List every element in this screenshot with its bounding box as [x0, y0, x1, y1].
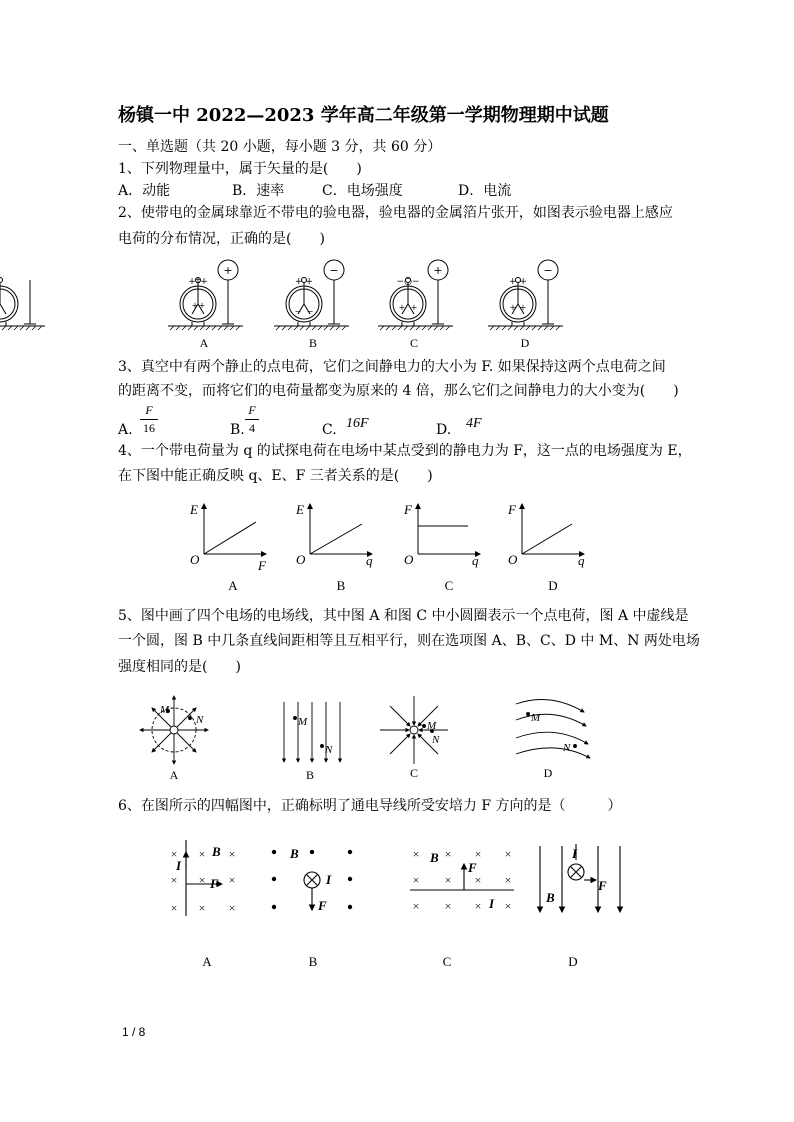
- svg-text:×: ×: [198, 847, 206, 861]
- q6-label-a: A: [202, 954, 212, 969]
- fig6c-f: F: [468, 860, 477, 875]
- svg-text:−○−: −○−: [396, 277, 420, 287]
- svg-text:×: ×: [504, 873, 512, 887]
- svg-text:+ +: + +: [295, 277, 313, 287]
- svg-text:×: ×: [474, 899, 482, 913]
- svg-text:×: ×: [170, 847, 178, 861]
- q1-option-c: C．电场强度: [322, 183, 403, 199]
- fig6c-b: B: [430, 850, 439, 865]
- fig-a-n: N: [196, 714, 204, 726]
- q1-stem: 1、下列物理量中，属于矢量的是( ): [118, 161, 362, 177]
- field-a: [140, 696, 208, 764]
- q5-label-d: D: [543, 766, 553, 780]
- svg-text:×: ×: [412, 847, 420, 861]
- fig-d-m: M: [531, 712, 541, 724]
- svg-text:×: ×: [228, 901, 236, 915]
- graph-d-ylabel: F: [508, 502, 516, 517]
- svg-text:+‡+: +‡+: [188, 277, 208, 287]
- graph-a-ylabel: E: [190, 502, 198, 517]
- svg-text:+: +: [410, 303, 418, 312]
- fig6a-f: F: [210, 876, 219, 891]
- graph-b-label: B: [336, 578, 346, 593]
- q3-option-c-label: C.: [322, 422, 337, 438]
- q5-line2: 一个圆，图 B 中几条直线间距相等且互相平行，则在选项图 A、B、C、D 中 M、N 两处电场: [118, 633, 700, 649]
- graph-a-xlabel: F: [258, 558, 266, 573]
- q5-line3: 强度相同的是( ): [118, 659, 241, 675]
- q6-figures: [0, 840, 794, 920]
- graph-c-ylabel: F: [404, 502, 412, 517]
- q2-label-c: C: [409, 336, 418, 350]
- svg-text:−: −: [306, 307, 314, 316]
- graph-d-xlabel: q: [578, 553, 585, 568]
- electroscope-d: [488, 260, 563, 330]
- q1-option-d: D．电流: [458, 183, 512, 199]
- q1-option-b: B．速率: [232, 183, 285, 199]
- fig6a-i: I: [176, 858, 182, 873]
- svg-text:+: +: [198, 301, 206, 310]
- svg-text:×: ×: [228, 847, 236, 861]
- svg-text:×: ×: [474, 873, 482, 887]
- graph-a: [204, 504, 266, 554]
- q5-field-figures: [0, 694, 794, 774]
- field-d: [516, 700, 590, 759]
- svg-text:×: ×: [170, 873, 178, 887]
- svg-text:−: −: [329, 264, 339, 277]
- fig-a-m: M: [160, 704, 170, 716]
- page-title: 杨镇一中 2022—2023 学年高二年级第一学期物理期中试题: [118, 105, 609, 126]
- graph-b: [310, 504, 372, 554]
- q3-option-c-value: 16F: [346, 416, 369, 431]
- fig6a-b: B: [212, 844, 221, 859]
- fig6c-i: I: [489, 896, 495, 911]
- q5-label-a: A: [169, 768, 179, 782]
- q2-label-b: B: [308, 336, 317, 350]
- graph-d: [522, 504, 584, 554]
- q5-label-c: C: [409, 766, 418, 780]
- electroscope-c: [378, 260, 453, 330]
- fig6d-i: I: [572, 846, 578, 861]
- graph-c-origin: O: [404, 552, 414, 567]
- fig-b-n: N: [325, 744, 333, 756]
- q2-line1: 2、使带电的金属球靠近不带电的验电器，验电器的金属箔片张开，如图表示验电器上感应: [118, 205, 673, 221]
- svg-text:×: ×: [444, 873, 452, 887]
- svg-text:×: ×: [504, 847, 512, 861]
- page-number: 1 / 8: [122, 1025, 146, 1039]
- graph-c: [418, 504, 480, 554]
- q3-line1: 3、真空中有两个静止的点电荷，它们之间静电力的大小为 F. 如果保持这两个点电荷之间: [118, 359, 666, 375]
- svg-text:+: +: [223, 264, 233, 277]
- q1-option-a: A．动能: [118, 183, 171, 199]
- q3-option-b-label: B.: [230, 422, 245, 438]
- svg-text:×: ×: [504, 899, 512, 913]
- q2-label-d: D: [520, 336, 530, 350]
- svg-text:+: +: [433, 264, 443, 277]
- fig-b-m: M: [298, 716, 308, 728]
- electroscope-a: [168, 260, 243, 330]
- graph-a-label: A: [228, 578, 238, 593]
- q6-label-c: C: [442, 954, 452, 969]
- q2-line2: 电荷的分布情况，正确的是( ): [118, 231, 325, 247]
- fig-d-n: N: [563, 742, 571, 754]
- fig6d-b: B: [546, 890, 555, 905]
- q3-line2: 的距离不变，而将它们的电荷量都变为原来的 4 倍，那么它们之间静电力的大小变为( ): [118, 383, 679, 399]
- svg-text:×: ×: [412, 873, 420, 887]
- svg-text:×: ×: [198, 873, 206, 887]
- fig6d-f: F: [598, 878, 607, 893]
- fig6b-i: I: [326, 872, 332, 887]
- svg-text:+: +: [191, 301, 199, 310]
- fig6b-b: B: [290, 846, 299, 861]
- svg-text:×: ×: [474, 847, 482, 861]
- q3-option-d-label: D.: [436, 422, 452, 438]
- svg-text:×: ×: [444, 899, 452, 913]
- svg-text:×: ×: [444, 847, 452, 861]
- section-heading: 一、单选题（共 20 小题，每小题 3 分，共 60 分）: [118, 139, 442, 155]
- fig6b-f: F: [318, 898, 327, 913]
- q3-option-a-fraction: F 16: [140, 403, 158, 436]
- graph-b-ylabel: E: [296, 502, 304, 517]
- q2-figures: [0, 258, 794, 358]
- q4-line2: 在下图中能正确反映 q、E、F 三者关系的是( ): [118, 468, 433, 484]
- svg-text:−: −: [543, 264, 553, 277]
- q4-line1: 4、一个带电荷量为 q 的试探电荷在电场中某点受到的静电力为 F，这一点的电场强度为 E，: [118, 443, 692, 459]
- graph-d-label: D: [548, 578, 558, 593]
- q6-stem: 6、在图所示的四幅图中，正确标明了通电导线所受安培力 F 方向的是（ ）: [118, 798, 622, 814]
- fig-c-n: N: [432, 734, 440, 746]
- fig-c-m: M: [427, 720, 437, 732]
- svg-text:×: ×: [412, 899, 420, 913]
- q3-option-a-label: A.: [118, 422, 133, 438]
- svg-text:×: ×: [170, 901, 178, 915]
- graph-c-label: C: [444, 578, 454, 593]
- q5-line1: 5、图中画了四个电场的电场线，其中图 A 和图 C 中小圆圈表示一个点电荷，图 A 中虚线是: [118, 608, 689, 624]
- q6-label-d: D: [568, 954, 578, 969]
- q3-option-b-fraction: F 4: [245, 403, 259, 436]
- graph-a-origin: O: [190, 552, 200, 567]
- q2-label-a: A: [199, 336, 209, 350]
- electroscope-b: [274, 260, 349, 330]
- svg-text:+: +: [519, 303, 527, 312]
- svg-text:×: ×: [198, 901, 206, 915]
- svg-text:+: +: [398, 303, 406, 312]
- svg-text:+ +: + +: [509, 277, 527, 287]
- graph-b-xlabel: q: [366, 553, 373, 568]
- graph-b-origin: O: [296, 552, 306, 567]
- svg-text:×: ×: [228, 873, 236, 887]
- q6-label-b: B: [308, 954, 318, 969]
- svg-text:−: −: [294, 307, 302, 316]
- graph-d-origin: O: [508, 552, 518, 567]
- q5-label-b: B: [305, 768, 314, 782]
- svg-text:+: +: [509, 303, 517, 312]
- q3-option-d-value: 4F: [466, 416, 482, 431]
- graph-c-xlabel: q: [472, 553, 479, 568]
- q4-graphs: [0, 498, 794, 578]
